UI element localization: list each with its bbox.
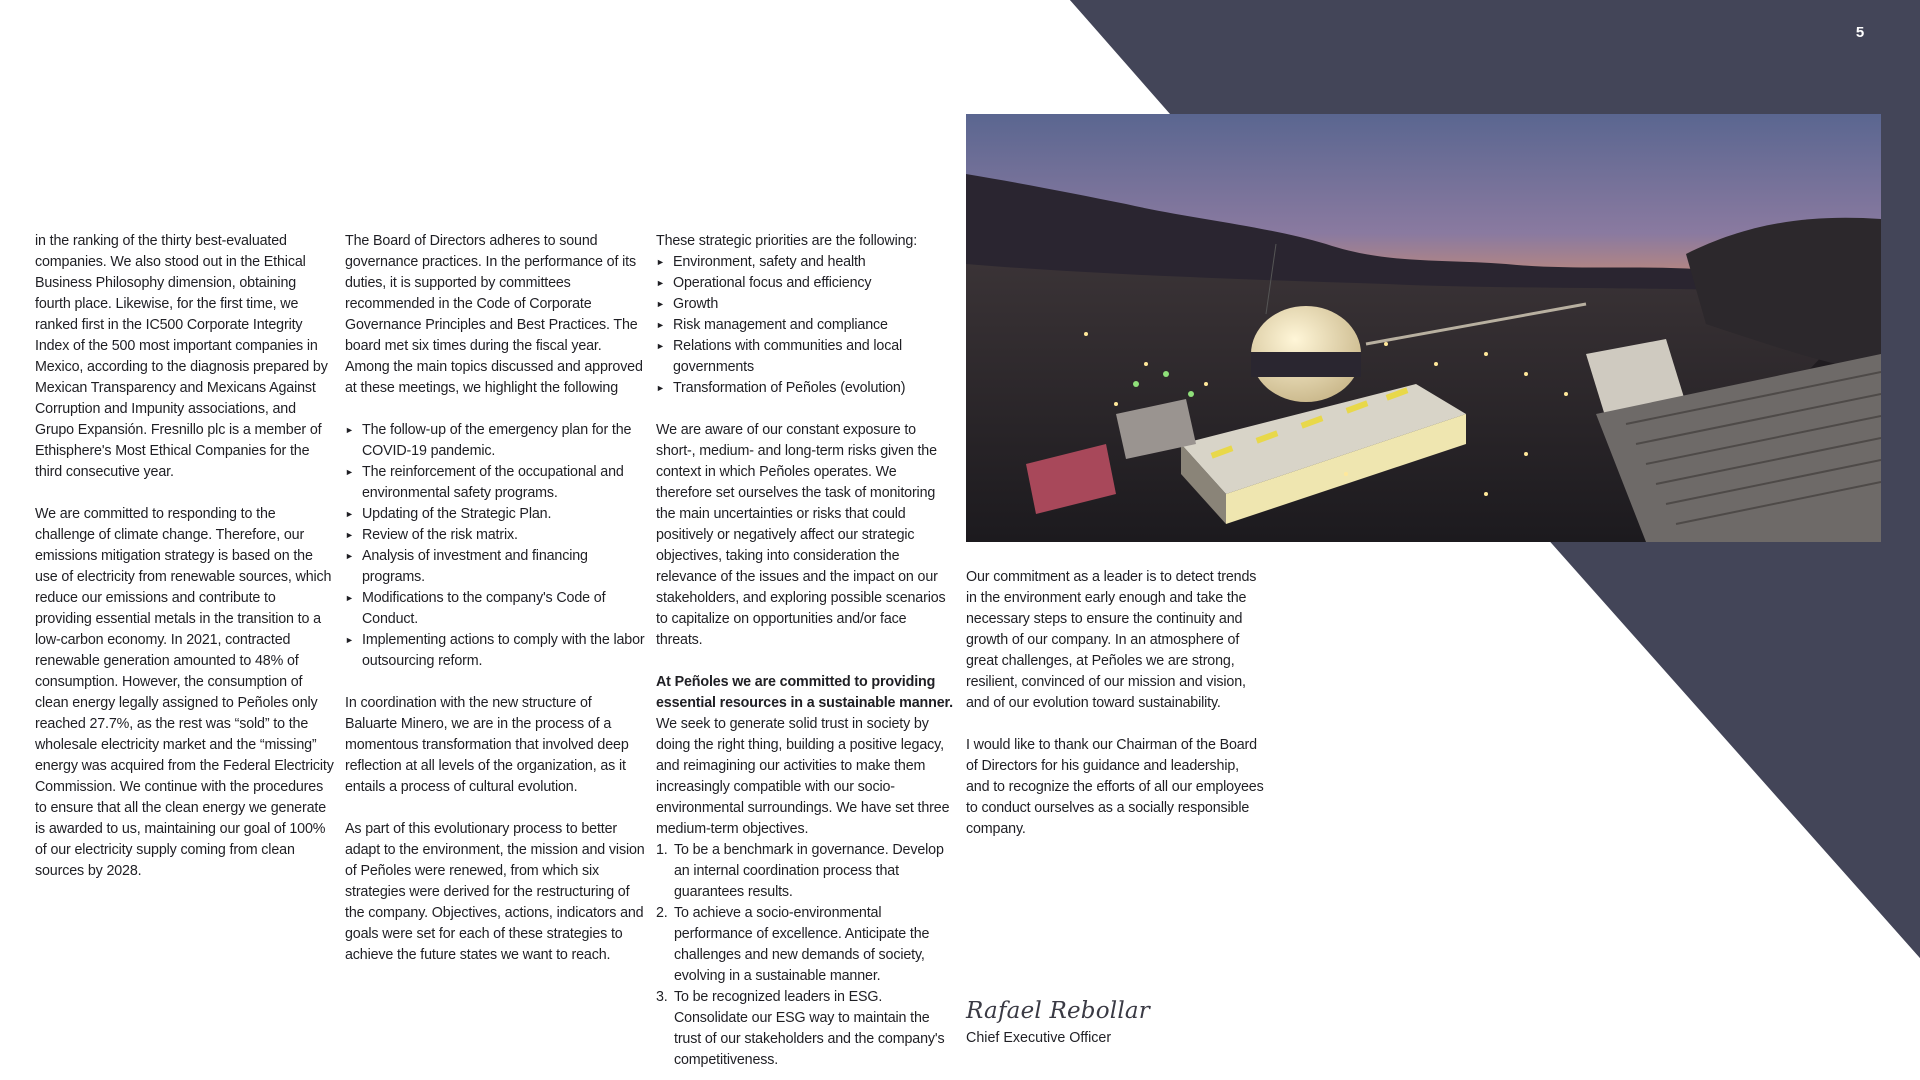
triangle-bullet-icon: ► bbox=[345, 635, 354, 645]
leadership-paragraph: Our commitment as a leader is to detect trends in the environment early enough and take the necessary steps to ensure the continuity and growth of our company. In an atmosphere of great challenges, at Peñoles we are strong, resilient, convinced of our mission and vision, and of our evolution toward sustainability. bbox=[966, 569, 1257, 711]
list-item: ► Review of the risk matrix. bbox=[345, 525, 645, 546]
triangle-bullet-icon: ► bbox=[656, 320, 665, 330]
triangle-bullet-icon: ► bbox=[656, 299, 665, 309]
column-1 bbox=[35, 231, 335, 882]
list-item: ► The follow-up of the emergency plan for the COVID-19 pandemic. bbox=[345, 422, 632, 459]
list-item: ► Transformation of Peñoles (evolution) bbox=[656, 378, 956, 399]
column-2 bbox=[345, 231, 645, 966]
list-item: ► Analysis of investment and financing programs. bbox=[345, 548, 588, 585]
triangle-bullet-icon: ► bbox=[656, 278, 665, 288]
ranking-paragraph: in the ranking of the thirty best-evaluated companies. We also stood out in the Ethical Business Philosophy dimension, obtaining fourth place. Likewise, for the first time, we ranked first in the IC500 Corporate Integrity Index of the 500 most important companies in Mexico, according to the diagnosis prepared by Mexican Transparency and Mexicans Against Corruption and Impunity associations, and Grupo Expansión. Fresnillo plc is a member of Ethisphere's Most Ethical Companies for the third consecutive year. bbox=[35, 233, 328, 480]
climate-change-paragraph: We are committed to responding to the challenge of climate change. Therefore, our emissions mitigation strategy is based on the use of electricity from renewable sources, which reduce our emissions and contribute to providing essential metals in the transition to a low-carbon economy. In 2021, contracted renewable generation amounted to 48% of consumption. However, the consumption of clean energy legally assigned to Peñoles only reached 27.7%, as the rest was “sold” to the wholesale electricity market and the “missing” energy was acquired from the Federal Electricity Commission. We continue with the procedures to ensure that all the clean energy we generate is awarded to us, maintaining our goal of 100% of our electricity supply coming from clean sources by 2028. bbox=[35, 506, 334, 879]
list-item: ► Implementing actions to comply with the labor outsourcing reform. bbox=[345, 632, 645, 669]
triangle-bullet-icon: ► bbox=[345, 509, 354, 519]
thanks-paragraph: I would like to thank our Chairman of the Board of Directors for his guidance and leadership, and to recognize the efforts of all our employees to conduct ourselves as a socially responsible company. bbox=[966, 737, 1264, 837]
board-paragraph: The Board of Directors adheres to sound governance practices. In the performance of its duties, it is supported by committees recommended in the Code of Corporate Governance Principles and Best Practices. The board met six times during the fiscal year. Among the main topics discussed and approved at these meetings, we highlight the following bbox=[345, 233, 643, 396]
triangle-bullet-icon: ► bbox=[345, 425, 354, 435]
strategic-priorities-list bbox=[656, 252, 956, 399]
list-item: ► Modifications to the company's Code of Conduct. bbox=[345, 590, 606, 627]
board-topics-list bbox=[345, 420, 645, 672]
triangle-bullet-icon: ► bbox=[345, 530, 354, 540]
list-item: ► Operational focus and efficiency bbox=[656, 273, 956, 294]
triangle-bullet-icon: ► bbox=[656, 257, 665, 267]
evolution-paragraph: As part of this evolutionary process to better adapt to the environment, the mission and vision of Peñoles were renewed, from which six strategies were derived for the restructuring of the company. Objectives, actions, indicators and goals were set for each of these strategies to achieve the future states we want to reach. bbox=[345, 821, 645, 963]
triangle-bullet-icon: ► bbox=[656, 341, 665, 351]
column-4 bbox=[966, 567, 1266, 840]
list-item: ► The reinforcement of the occupational and environmental safety programs. bbox=[345, 464, 624, 501]
mining-plant-photo bbox=[966, 114, 1881, 542]
trust-paragraph: We seek to generate solid trust in society by doing the right thing, building a positive legacy, and reimagining our activities to make them increasingly compatible with our socio-environmental surroundings. We have set three medium-term objectives. bbox=[656, 716, 950, 837]
list-item: 1. To be a benchmark in governance. Develop an internal coordination process that guarantees results. bbox=[656, 842, 944, 900]
triangle-bullet-icon: ► bbox=[656, 383, 665, 393]
list-item: 2. To achieve a socio-environmental performance of excellence. Anticipate the challenges and new demands of society, evolving in a sustainable manner. bbox=[656, 905, 930, 984]
list-item: ► Updating of the Strategic Plan. bbox=[345, 504, 645, 525]
objectives-list bbox=[656, 840, 956, 1071]
page-number: 5 bbox=[1855, 24, 1865, 41]
risk-paragraph: We are aware of our constant exposure to short-, medium- and long-term risks given the context in which Peñoles operates. We therefore set ourselves the task of monitoring the main uncertainties or risks that could positively or negatively affect our strategic objectives, taking into consideration the relevance of the issues and the impact on our stakeholders, and exploring possible scenarios to capitalize on opportunities and/or face threats. bbox=[656, 422, 946, 648]
column-3 bbox=[656, 231, 956, 1071]
triangle-bullet-icon: ► bbox=[345, 593, 354, 603]
baluarte-paragraph: In coordination with the new structure of Baluarte Minero, we are in the process of a momentous transformation that involved deep reflection at all levels of the organization, as it entails a process of cultural evolution. bbox=[345, 695, 629, 795]
list-item: ► Environment, safety and health bbox=[656, 252, 956, 273]
list-item: ► Risk management and compliance bbox=[656, 315, 956, 336]
list-item: ► Relations with communities and local governments bbox=[656, 338, 903, 375]
list-item: ► Growth bbox=[656, 294, 956, 315]
commitment-heading: At Peñoles we are committed to providing essential resources in a sustainable manner. bbox=[656, 674, 953, 711]
list-item: 3. To be recognized leaders in ESG. Consolidate our ESG way to maintain the trust of our stakeholders and the company's competitiveness. bbox=[656, 989, 945, 1068]
triangle-bullet-icon: ► bbox=[345, 551, 354, 561]
signature: Rafael Rebollar bbox=[966, 998, 1150, 1024]
signature-title: Chief Executive Officer bbox=[966, 1030, 1112, 1046]
triangle-bullet-icon: ► bbox=[345, 467, 354, 477]
priorities-intro: These strategic priorities are the following: bbox=[656, 233, 918, 249]
